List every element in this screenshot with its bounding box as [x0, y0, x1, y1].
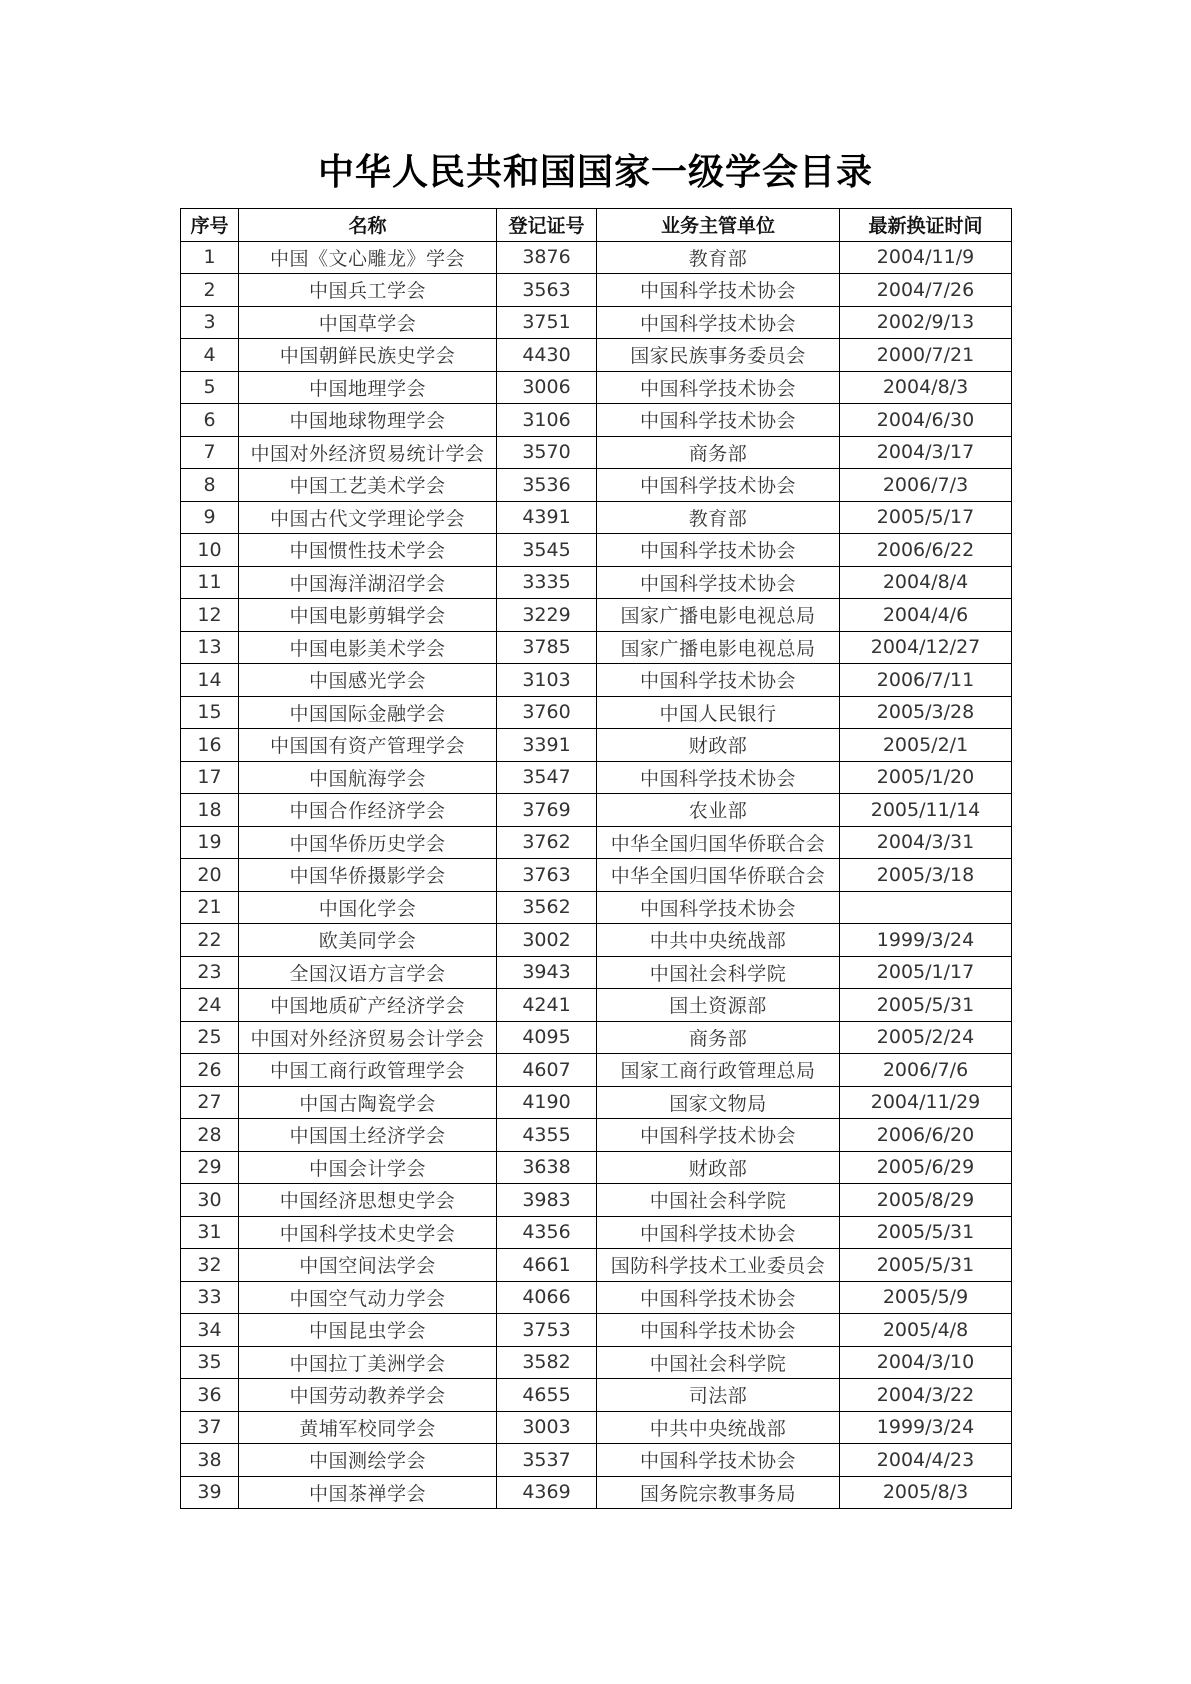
table-row [181, 1281, 1012, 1314]
cell-registration-number: 4430 [497, 339, 597, 372]
table-row [181, 1314, 1012, 1347]
cell-renewal-date: 2005/11/14 [840, 794, 1012, 827]
cell-supervising-unit: 中国科学技术协会 [597, 761, 840, 794]
cell-supervising-unit: 教育部 [597, 241, 840, 274]
table-row [181, 1346, 1012, 1379]
cell-supervising-unit: 农业部 [597, 794, 840, 827]
cell-renewal-date: 2004/8/3 [840, 371, 1012, 404]
cell-supervising-unit: 财政部 [597, 729, 840, 762]
cell-registration-number: 3763 [497, 859, 597, 892]
cell-registration-number: 3229 [497, 599, 597, 632]
table-row [181, 436, 1012, 469]
cell-seq: 12 [181, 599, 239, 632]
cell-renewal-date: 2006/7/6 [840, 1054, 1012, 1087]
cell-registration-number: 3638 [497, 1151, 597, 1184]
cell-seq: 24 [181, 989, 239, 1022]
cell-renewal-date: 1999/3/24 [840, 1411, 1012, 1444]
cell-registration-number: 4066 [497, 1281, 597, 1314]
table-row [181, 631, 1012, 664]
cell-name: 中国空气动力学会 [239, 1281, 497, 1314]
table-row [181, 1216, 1012, 1249]
cell-renewal-date: 2006/7/3 [840, 469, 1012, 502]
table-header-row [181, 209, 1012, 242]
cell-renewal-date: 2004/3/10 [840, 1346, 1012, 1379]
cell-seq: 34 [181, 1314, 239, 1347]
cell-renewal-date: 2006/7/11 [840, 664, 1012, 697]
table-row [181, 859, 1012, 892]
cell-registration-number: 3545 [497, 534, 597, 567]
table-row [181, 1411, 1012, 1444]
cell-seq: 36 [181, 1379, 239, 1412]
cell-renewal-date: 2005/1/17 [840, 956, 1012, 989]
cell-registration-number: 3983 [497, 1184, 597, 1217]
cell-name: 中国华侨历史学会 [239, 826, 497, 859]
table-row [181, 1249, 1012, 1282]
cell-seq: 10 [181, 534, 239, 567]
cell-renewal-date: 2004/12/27 [840, 631, 1012, 664]
cell-supervising-unit: 中国科学技术协会 [597, 664, 840, 697]
cell-registration-number: 4661 [497, 1249, 597, 1282]
cell-seq: 25 [181, 1021, 239, 1054]
cell-seq: 7 [181, 436, 239, 469]
cell-name: 中国惯性技术学会 [239, 534, 497, 567]
cell-supervising-unit: 中国科学技术协会 [597, 1281, 840, 1314]
cell-registration-number: 4241 [497, 989, 597, 1022]
page-title: 中华人民共和国国家一级学会目录 [317, 151, 873, 193]
cell-name: 中国昆虫学会 [239, 1314, 497, 1347]
cell-supervising-unit: 财政部 [597, 1151, 840, 1184]
cell-registration-number: 3760 [497, 696, 597, 729]
cell-renewal-date: 2005/5/9 [840, 1281, 1012, 1314]
cell-registration-number: 3106 [497, 404, 597, 437]
table-row [181, 1444, 1012, 1477]
cell-registration-number: 3785 [497, 631, 597, 664]
cell-supervising-unit: 国家广播电影电视总局 [597, 599, 840, 632]
cell-seq: 17 [181, 761, 239, 794]
table-row [181, 1151, 1012, 1184]
cell-seq: 35 [181, 1346, 239, 1379]
cell-supervising-unit: 中国科学技术协会 [597, 306, 840, 339]
cell-registration-number: 3570 [497, 436, 597, 469]
cell-name: 中国地理学会 [239, 371, 497, 404]
cell-renewal-date: 2005/8/3 [840, 1476, 1012, 1509]
cell-supervising-unit: 司法部 [597, 1379, 840, 1412]
cell-renewal-date [840, 891, 1012, 924]
cell-name: 中国海洋湖沼学会 [239, 566, 497, 599]
table-row [181, 826, 1012, 859]
cell-seq: 28 [181, 1119, 239, 1152]
cell-supervising-unit: 中国社会科学院 [597, 1184, 840, 1217]
cell-registration-number: 3769 [497, 794, 597, 827]
cell-registration-number: 3751 [497, 306, 597, 339]
table-row [181, 989, 1012, 1022]
cell-seq: 9 [181, 501, 239, 534]
cell-supervising-unit: 教育部 [597, 501, 840, 534]
cell-supervising-unit: 商务部 [597, 1021, 840, 1054]
cell-supervising-unit: 中华全国归国华侨联合会 [597, 826, 840, 859]
cell-renewal-date: 2005/6/29 [840, 1151, 1012, 1184]
cell-registration-number: 4655 [497, 1379, 597, 1412]
cell-name: 中国科学技术史学会 [239, 1216, 497, 1249]
table-row [181, 1379, 1012, 1412]
cell-name: 中国感光学会 [239, 664, 497, 697]
cell-name: 黄埔军校同学会 [239, 1411, 497, 1444]
cell-name: 中国拉丁美洲学会 [239, 1346, 497, 1379]
table-row [181, 1086, 1012, 1119]
cell-registration-number: 3753 [497, 1314, 597, 1347]
cell-supervising-unit: 中国科学技术协会 [597, 1216, 840, 1249]
cell-supervising-unit: 中国科学技术协会 [597, 274, 840, 307]
cell-seq: 14 [181, 664, 239, 697]
cell-registration-number: 3547 [497, 761, 597, 794]
cell-seq: 38 [181, 1444, 239, 1477]
cell-seq: 32 [181, 1249, 239, 1282]
table-row [181, 274, 1012, 307]
cell-name: 中国电影剪辑学会 [239, 599, 497, 632]
table-row [181, 761, 1012, 794]
cell-name: 全国汉语方言学会 [239, 956, 497, 989]
cell-supervising-unit: 中华全国归国华侨联合会 [597, 859, 840, 892]
cell-name: 中国会计学会 [239, 1151, 497, 1184]
cell-name: 欧美同学会 [239, 924, 497, 957]
cell-seq: 4 [181, 339, 239, 372]
cell-name: 中国国有资产管理学会 [239, 729, 497, 762]
cell-supervising-unit: 中国科学技术协会 [597, 1119, 840, 1152]
cell-supervising-unit: 中国科学技术协会 [597, 566, 840, 599]
cell-seq: 39 [181, 1476, 239, 1509]
table-row [181, 1184, 1012, 1217]
table-row [181, 241, 1012, 274]
cell-seq: 20 [181, 859, 239, 892]
cell-registration-number: 3003 [497, 1411, 597, 1444]
cell-seq: 8 [181, 469, 239, 502]
cell-supervising-unit: 中国科学技术协会 [597, 534, 840, 567]
cell-supervising-unit: 中共中央统战部 [597, 1411, 840, 1444]
cell-renewal-date: 2005/3/28 [840, 696, 1012, 729]
cell-renewal-date: 2004/8/4 [840, 566, 1012, 599]
cell-seq: 15 [181, 696, 239, 729]
cell-renewal-date: 2005/5/17 [840, 501, 1012, 534]
cell-seq: 3 [181, 306, 239, 339]
cell-supervising-unit: 商务部 [597, 436, 840, 469]
table-row [181, 371, 1012, 404]
cell-name: 中国工商行政管理学会 [239, 1054, 497, 1087]
table-row [181, 404, 1012, 437]
table-row [181, 1054, 1012, 1087]
cell-name: 中国地球物理学会 [239, 404, 497, 437]
cell-seq: 37 [181, 1411, 239, 1444]
cell-renewal-date: 2005/5/31 [840, 989, 1012, 1022]
cell-seq: 26 [181, 1054, 239, 1087]
cell-name: 中国化学会 [239, 891, 497, 924]
cell-seq: 30 [181, 1184, 239, 1217]
header-seq: 序号 [181, 209, 239, 242]
cell-seq: 31 [181, 1216, 239, 1249]
cell-supervising-unit: 中国科学技术协会 [597, 404, 840, 437]
cell-name: 中国合作经济学会 [239, 794, 497, 827]
table-row [181, 1021, 1012, 1054]
cell-registration-number: 3582 [497, 1346, 597, 1379]
table-row [181, 566, 1012, 599]
cell-renewal-date: 2004/7/26 [840, 274, 1012, 307]
cell-renewal-date: 1999/3/24 [840, 924, 1012, 957]
cell-seq: 19 [181, 826, 239, 859]
cell-registration-number: 3536 [497, 469, 597, 502]
cell-renewal-date: 2004/3/31 [840, 826, 1012, 859]
cell-seq: 27 [181, 1086, 239, 1119]
cell-name: 中国对外经济贸易统计学会 [239, 436, 497, 469]
header-renewal-date: 最新换证时间 [840, 209, 1012, 242]
cell-seq: 5 [181, 371, 239, 404]
cell-supervising-unit: 国家文物局 [597, 1086, 840, 1119]
header-supervising-unit: 业务主管单位 [597, 209, 840, 242]
cell-seq: 22 [181, 924, 239, 957]
cell-seq: 16 [181, 729, 239, 762]
cell-supervising-unit: 中共中央统战部 [597, 924, 840, 957]
cell-renewal-date: 2004/4/6 [840, 599, 1012, 632]
cell-name: 中国古陶瓷学会 [239, 1086, 497, 1119]
cell-registration-number: 3762 [497, 826, 597, 859]
cell-seq: 2 [181, 274, 239, 307]
cell-name: 中国华侨摄影学会 [239, 859, 497, 892]
cell-name: 中国工艺美术学会 [239, 469, 497, 502]
cell-renewal-date: 2005/1/20 [840, 761, 1012, 794]
cell-renewal-date: 2005/5/31 [840, 1216, 1012, 1249]
cell-seq: 29 [181, 1151, 239, 1184]
cell-registration-number: 3943 [497, 956, 597, 989]
cell-renewal-date: 2005/5/31 [840, 1249, 1012, 1282]
table-row [181, 501, 1012, 534]
cell-name: 中国草学会 [239, 306, 497, 339]
cell-supervising-unit: 国务院宗教事务局 [597, 1476, 840, 1509]
cell-supervising-unit: 中国科学技术协会 [597, 891, 840, 924]
cell-seq: 18 [181, 794, 239, 827]
cell-renewal-date: 2005/3/18 [840, 859, 1012, 892]
cell-supervising-unit: 中国科学技术协会 [597, 1444, 840, 1477]
cell-renewal-date: 2005/2/24 [840, 1021, 1012, 1054]
cell-name: 中国《文心雕龙》学会 [239, 241, 497, 274]
table-row [181, 696, 1012, 729]
cell-renewal-date: 2005/4/8 [840, 1314, 1012, 1347]
table-row [181, 534, 1012, 567]
table-row [181, 729, 1012, 762]
cell-seq: 21 [181, 891, 239, 924]
cell-name: 中国国际金融学会 [239, 696, 497, 729]
table-row [181, 1119, 1012, 1152]
cell-seq: 23 [181, 956, 239, 989]
cell-registration-number: 4190 [497, 1086, 597, 1119]
cell-name: 中国航海学会 [239, 761, 497, 794]
cell-registration-number: 3563 [497, 274, 597, 307]
table-row [181, 956, 1012, 989]
cell-supervising-unit: 中国社会科学院 [597, 1346, 840, 1379]
cell-supervising-unit: 国家民族事务委员会 [597, 339, 840, 372]
header-registration-number: 登记证号 [497, 209, 597, 242]
cell-name: 中国茶禅学会 [239, 1476, 497, 1509]
table-row [181, 339, 1012, 372]
cell-registration-number: 4391 [497, 501, 597, 534]
cell-supervising-unit: 国家工商行政管理总局 [597, 1054, 840, 1087]
cell-renewal-date: 2005/8/29 [840, 1184, 1012, 1217]
cell-name: 中国经济思想史学会 [239, 1184, 497, 1217]
cell-seq: 33 [181, 1281, 239, 1314]
cell-renewal-date: 2004/6/30 [840, 404, 1012, 437]
table-body [181, 241, 1012, 1509]
cell-registration-number: 3537 [497, 1444, 597, 1477]
header-name: 名称 [239, 209, 497, 242]
cell-name: 中国电影美术学会 [239, 631, 497, 664]
cell-renewal-date: 2004/11/29 [840, 1086, 1012, 1119]
cell-supervising-unit: 中国人民银行 [597, 696, 840, 729]
cell-registration-number: 4355 [497, 1119, 597, 1152]
cell-renewal-date: 2004/3/17 [840, 436, 1012, 469]
cell-name: 中国国土经济学会 [239, 1119, 497, 1152]
cell-registration-number: 4356 [497, 1216, 597, 1249]
table-row [181, 599, 1012, 632]
table-row [181, 891, 1012, 924]
cell-registration-number: 4607 [497, 1054, 597, 1087]
cell-seq: 13 [181, 631, 239, 664]
cell-name: 中国古代文学理论学会 [239, 501, 497, 534]
cell-renewal-date: 2002/9/13 [840, 306, 1012, 339]
cell-supervising-unit: 中国社会科学院 [597, 956, 840, 989]
cell-registration-number: 4095 [497, 1021, 597, 1054]
cell-supervising-unit: 国家广播电影电视总局 [597, 631, 840, 664]
cell-supervising-unit: 中国科学技术协会 [597, 1314, 840, 1347]
cell-name: 中国对外经济贸易会计学会 [239, 1021, 497, 1054]
cell-registration-number: 3391 [497, 729, 597, 762]
cell-seq: 6 [181, 404, 239, 437]
cell-name: 中国地质矿产经济学会 [239, 989, 497, 1022]
cell-seq: 11 [181, 566, 239, 599]
cell-seq: 1 [181, 241, 239, 274]
cell-supervising-unit: 中国科学技术协会 [597, 469, 840, 502]
cell-registration-number: 3876 [497, 241, 597, 274]
cell-registration-number: 3335 [497, 566, 597, 599]
cell-renewal-date: 2004/3/22 [840, 1379, 1012, 1412]
cell-name: 中国空间法学会 [239, 1249, 497, 1282]
cell-registration-number: 3002 [497, 924, 597, 957]
cell-name: 中国测绘学会 [239, 1444, 497, 1477]
table-row [181, 1476, 1012, 1509]
cell-renewal-date: 2004/4/23 [840, 1444, 1012, 1477]
cell-supervising-unit: 中国科学技术协会 [597, 371, 840, 404]
cell-renewal-date: 2005/2/1 [840, 729, 1012, 762]
cell-name: 中国劳动教养学会 [239, 1379, 497, 1412]
cell-renewal-date: 2000/7/21 [840, 339, 1012, 372]
cell-registration-number: 3103 [497, 664, 597, 697]
table-row [181, 794, 1012, 827]
cell-registration-number: 3562 [497, 891, 597, 924]
table-row [181, 306, 1012, 339]
cell-name: 中国兵工学会 [239, 274, 497, 307]
society-directory-table [180, 208, 1012, 1509]
table-row [181, 664, 1012, 697]
cell-registration-number: 4369 [497, 1476, 597, 1509]
cell-renewal-date: 2006/6/22 [840, 534, 1012, 567]
cell-renewal-date: 2006/6/20 [840, 1119, 1012, 1152]
table-row [181, 924, 1012, 957]
cell-renewal-date: 2004/11/9 [840, 241, 1012, 274]
cell-supervising-unit: 国土资源部 [597, 989, 840, 1022]
cell-supervising-unit: 国防科学技术工业委员会 [597, 1249, 840, 1282]
cell-registration-number: 3006 [497, 371, 597, 404]
cell-name: 中国朝鲜民族史学会 [239, 339, 497, 372]
table-row [181, 469, 1012, 502]
